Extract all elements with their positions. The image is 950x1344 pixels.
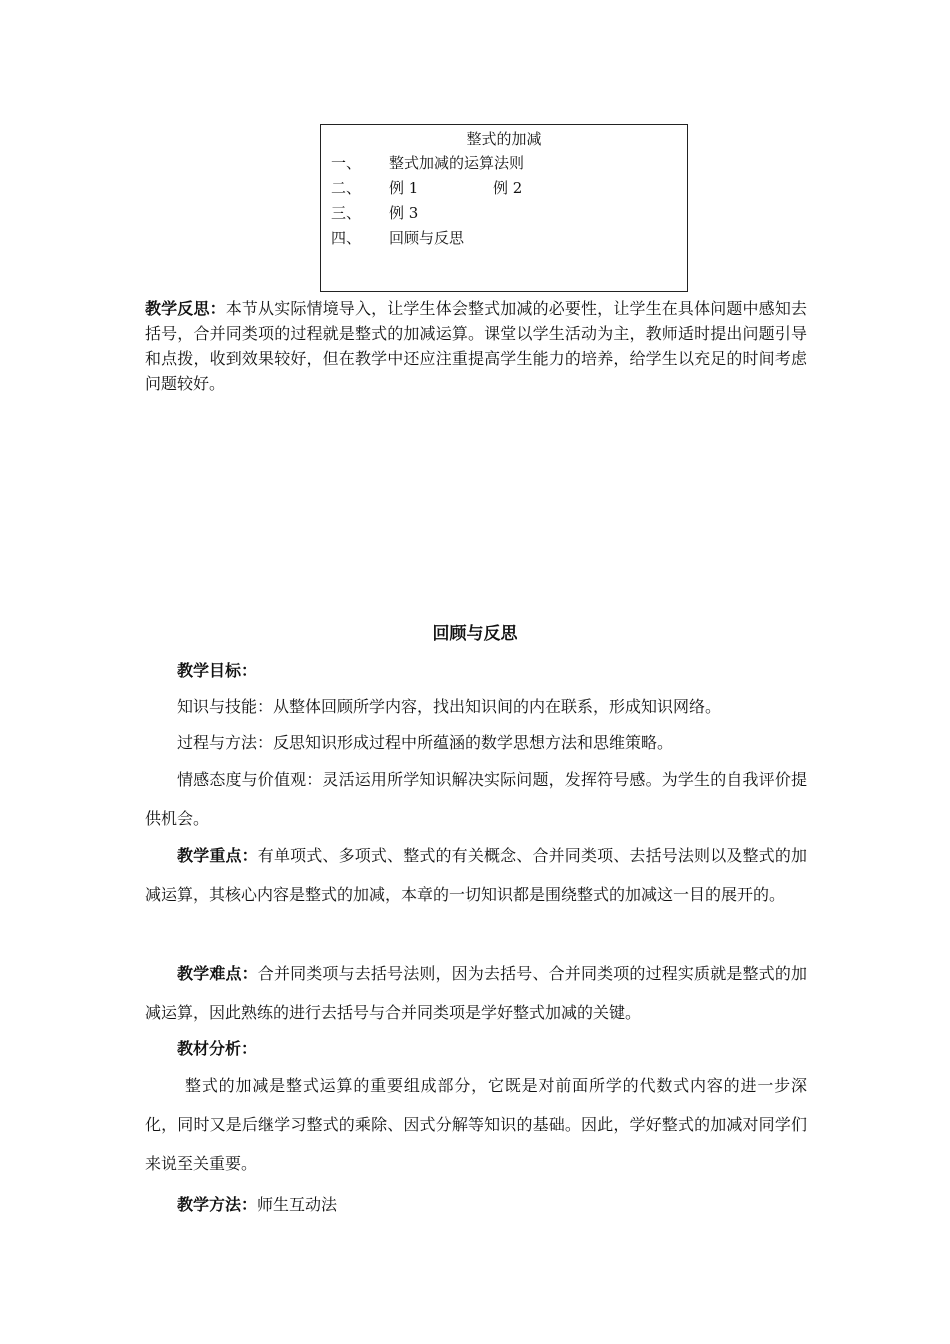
board-row-number: 一、 (331, 154, 362, 172)
teaching-reflection-paragraph (145, 296, 807, 396)
board-row-text: 例 1 (389, 179, 419, 197)
board-row-text: 回顾与反思 (389, 229, 465, 247)
board-row-text: 整式加减的运算法则 (389, 154, 525, 172)
goals-label: 教学目标： (177, 661, 258, 680)
blackboard-outline-box (320, 124, 688, 292)
section-title: 回顾与反思 (432, 624, 518, 644)
material-analysis-text: 整式的加减是整式运算的重要组成部分，它既是对前面所学的代数式内容的进一步深化，同时又是后继学习整式的乘除、因式分解等知识的基础。因此，学好整式的加减对同学们来说至关重要。 (145, 1076, 807, 1173)
board-row-text-secondary: 例 2 (493, 179, 523, 197)
board-title: 整式的加减 (466, 130, 542, 148)
goal-knowledge-skills: 知识与技能：从整体回顾所学内容，找出知识间的内在联系，形成知识网络。 (177, 697, 722, 716)
board-row-text: 例 3 (389, 204, 419, 222)
board-row-number: 三、 (331, 204, 362, 222)
key-label: 教学重点： (177, 846, 258, 865)
method-label: 教学方法： (177, 1195, 258, 1214)
board-row-number: 四、 (331, 229, 362, 247)
board-row-number: 二、 (331, 179, 362, 197)
reflection-label: 教学反思： (145, 299, 226, 318)
teaching-goals-heading (145, 658, 807, 684)
material-analysis-heading (145, 1036, 807, 1062)
reflection-text: 本节从实际情境导入，让学生体会整式加减的必要性，让学生在具体问题中感知去括号，合并同类项的过程就是整式的加减运算。课堂以学生活动为主，教师适时提出问题引导和点拨，收到效果较好，但在教学中还应注重提高学生能力的培养，给学生以充足的时间考虑问题较好。 (145, 299, 807, 393)
goal-emotion-values: 情感态度与价值观：灵活运用所学知识解决实际问题，发挥符号感。为学生的自我评价提供机会。 (145, 770, 807, 828)
teaching-difficulties (145, 954, 807, 1032)
key-text: 有单项式、多项式、整式的有关概念、合并同类项、去括号法则以及整式的加减运算，其核心内容是整式的加减，本章的一切知识都是围绕整式的加减这一目的展开的。 (145, 846, 807, 904)
goal-process-method: 过程与方法：反思知识形成过程中所蕴涵的数学思想方法和思维策略。 (177, 733, 674, 752)
teaching-method (145, 1192, 807, 1218)
difficulty-label: 教学难点： (177, 964, 258, 983)
material-label: 教材分析： (177, 1039, 258, 1058)
difficulty-text: 合并同类项与去括号法则，因为去括号、合并同类项的过程实质就是整式的加减运算，因此熟练的进行去括号与合并同类项是学好整式加减的关键。 (145, 964, 807, 1022)
teaching-key-points (145, 836, 807, 914)
method-text: 师生互动法 (257, 1195, 338, 1214)
